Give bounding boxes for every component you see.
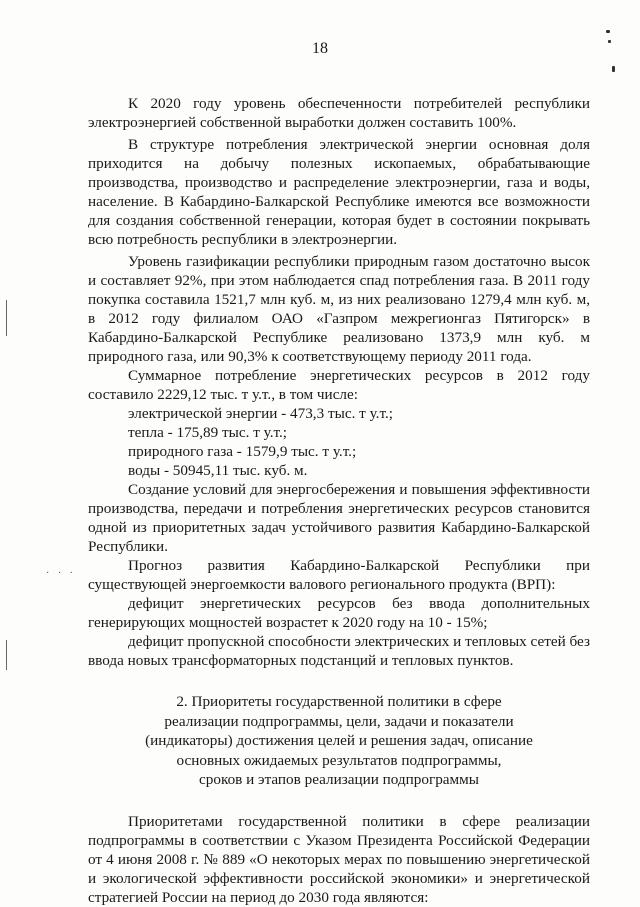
section-heading-line: реализации подпрограммы, цели, задачи и показатели	[164, 712, 514, 730]
paragraph: дефицит пропускной способности электрических и тепловых сетей без ввода новых трансформаторных подстанций и тепловых пунктов.	[88, 633, 590, 669]
paragraph: В структуре потребления электрической энергии основная доля приходится на добычу полезных ископаемых, обрабатывающие производства, производство и распределение электроэнергии, газа и воды, население. В Кабардино-Балкарской Республике имеются все возможности для создания собственной генерации, которая будет в состоянии покрывать всю потребность республики в электроэнергии.	[88, 136, 590, 248]
list-item: тепла - 175,89 тыс. т у.т.;	[128, 424, 288, 441]
scan-edge-mark	[6, 300, 7, 336]
scan-margin-dots: · · ·	[46, 568, 76, 579]
paragraph: дефицит энергетических ресурсов без ввода дополнительных генерирующих мощностей возрастет к 2020 году на 10 - 15%;	[88, 595, 590, 631]
scan-mark	[612, 66, 615, 72]
section-heading-line: сроков и этапов реализации подпрограммы	[199, 771, 479, 788]
paragraph: Приоритетами государственной политики в сфере реализации подпрограммы в соответствии с Указом Президента Российской Федерации от 4 июня 2008 г. № 889 «О некоторых мерах по повышению энергетической и экологической эффективности российской экономики» и энергетической стратегией России на период до 2030 года являются:	[88, 812, 590, 906]
section-heading	[88, 692, 590, 790]
list-item: электрической энергии - 473,3 тыс. т у.т.;	[128, 405, 393, 422]
scan-mark	[606, 30, 610, 33]
scan-edge-mark	[6, 640, 7, 670]
page-number: 18	[312, 40, 328, 57]
scan-mark	[608, 40, 611, 43]
paragraph: Уровень газификации республики природным газом достаточно высок и составляет 92%, при этом наблюдается спад потребления газа. В 2011 году покупка составила 1521,7 млн куб. м, из них реализовано 1279,4 млн куб. м, в 2012 году филиалом ОАО «Газпром межрегионгаз Пятигорск» в Кабардино-Балкарской Республике реализовано 1373,9 млн куб. м природного газа, или 90,3% к соответствующему периоду 2011 года.	[88, 253, 590, 365]
section-heading-line: (индикаторы) достижения целей и решения задач, описание	[145, 732, 533, 749]
paragraph: Прогноз развития Кабардино-Балкарской Республики при существующей энергоемкости валового регионального продукта (ВРП):	[88, 557, 590, 593]
paragraph: К 2020 году уровень обеспеченности потребителей республики электроэнергией собственной выработки должен составить 100%.	[88, 95, 590, 131]
list-item: природного газа - 1579,9 тыс. т у.т.;	[128, 443, 357, 460]
paragraph: Создание условий для энергосбережения и повышения эффективности производства, передачи и потребления энергетических ресурсов становится одной из приоритетных задач устойчивого развития Кабардино-Балкарской Республики.	[88, 481, 590, 555]
document-body	[88, 94, 590, 907]
section-heading-line: основных ожидаемых результатов подпрограммы,	[176, 751, 502, 769]
list-item: воды - 50945,11 тыс. куб. м.	[128, 462, 308, 479]
consumption-list	[88, 404, 590, 480]
paragraph: Суммарное потребление энергетических ресурсов в 2012 году составило 2229,12 тыс. т у.т., в том числе:	[88, 367, 590, 403]
section-heading-line: 2. Приоритеты государственной политики в сфере	[176, 693, 502, 710]
